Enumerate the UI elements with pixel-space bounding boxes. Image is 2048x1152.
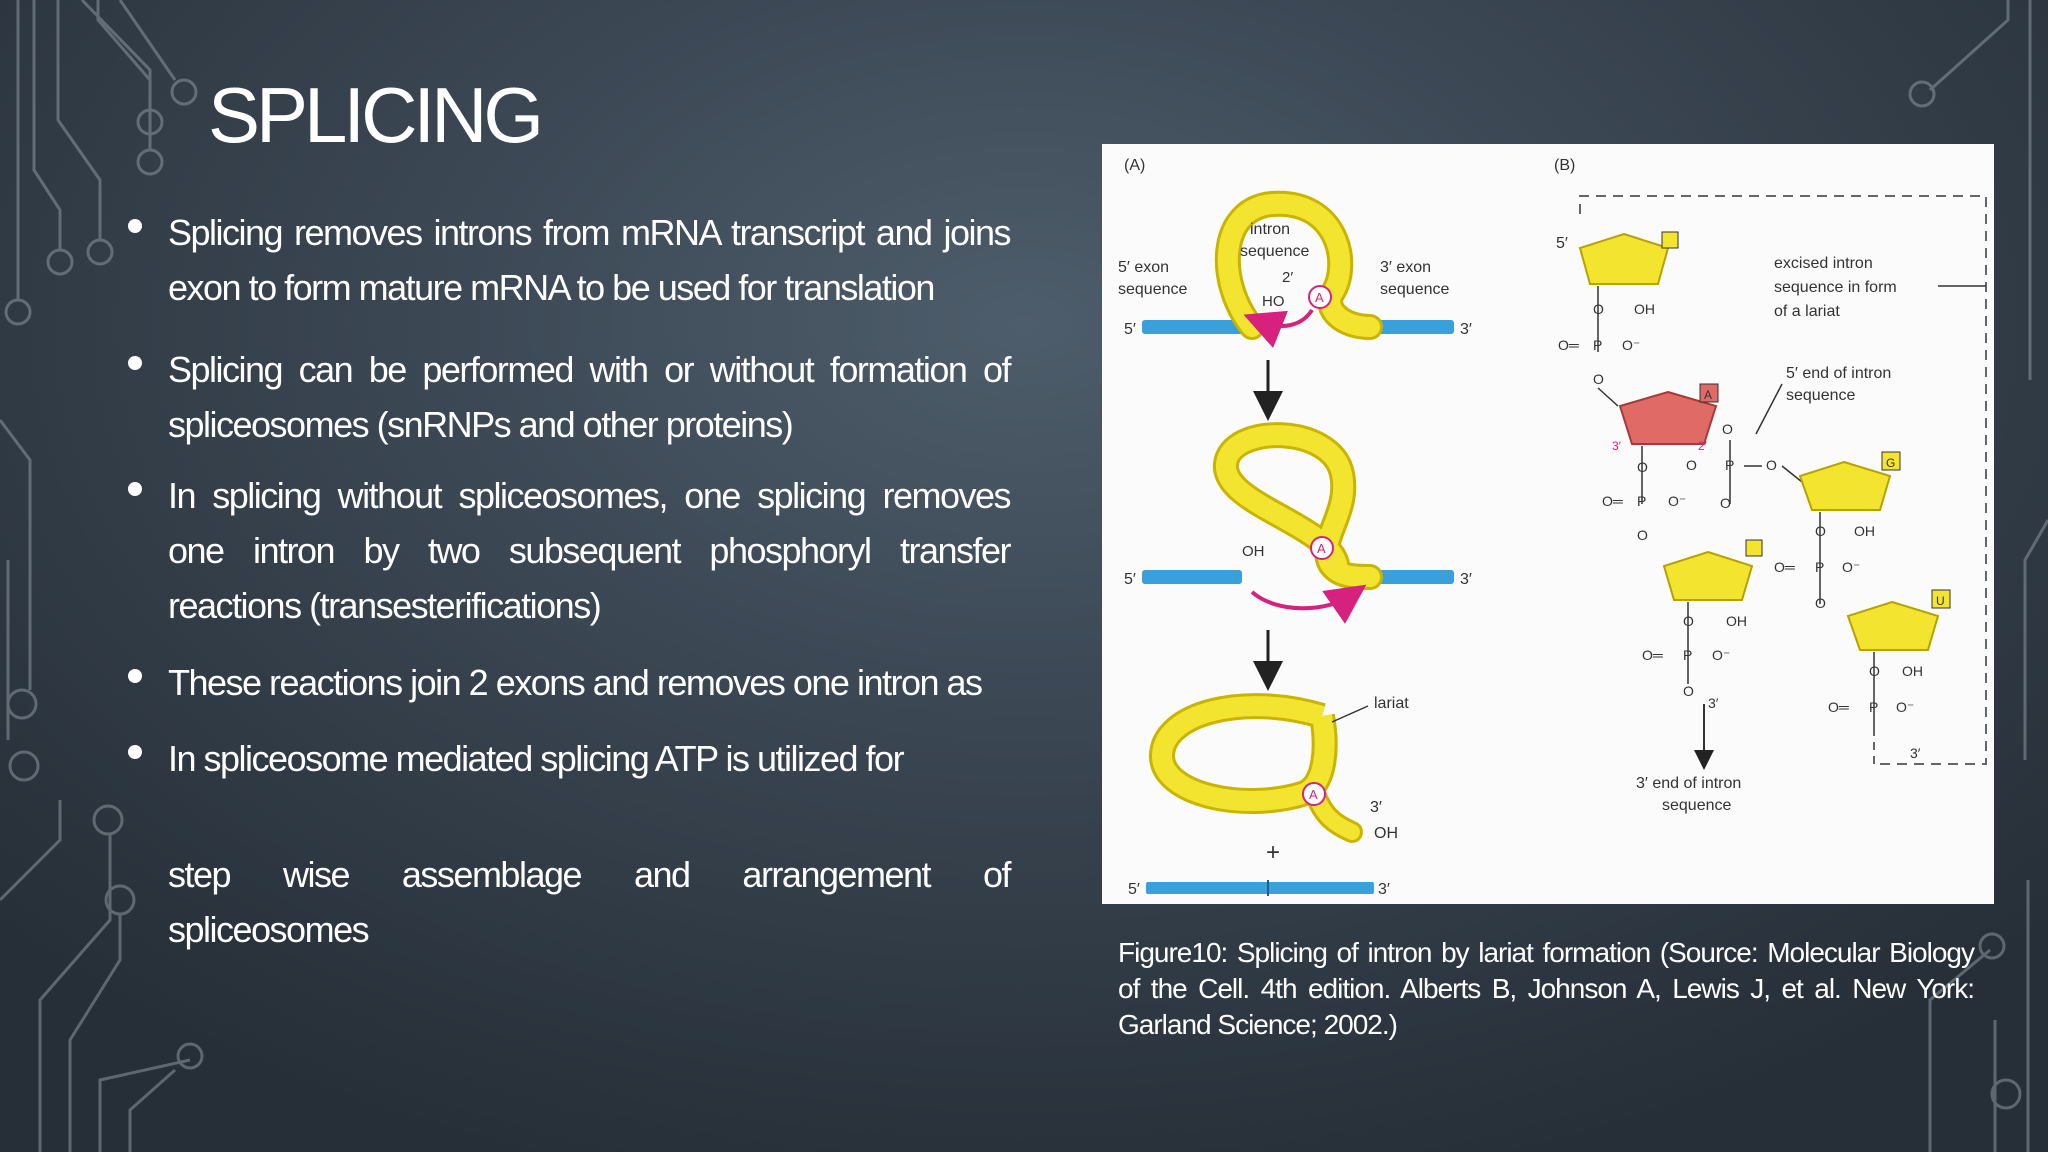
- intron-label-2: sequence: [1240, 243, 1310, 260]
- adenosine-label: A: [1315, 290, 1324, 305]
- phosphate-o: O: [1637, 459, 1648, 475]
- phosphate-o: O: [1722, 421, 1733, 437]
- oh-label: OH: [1374, 825, 1398, 842]
- oh-label: OH: [1726, 613, 1747, 629]
- three-end-label-2: sequence: [1662, 797, 1732, 814]
- phosphate-o: O: [1637, 527, 1648, 543]
- phosphate-o: O: [1720, 495, 1731, 511]
- phosphate-double: O═: [1558, 337, 1579, 353]
- ribose-ring: [1800, 462, 1890, 510]
- phosphate-minus: O⁻: [1668, 493, 1687, 509]
- continuation-text: [168, 847, 1010, 957]
- excised-label-2: sequence in form: [1774, 279, 1897, 296]
- bullet-dot: [128, 669, 142, 683]
- exon3-label-2: sequence: [1380, 281, 1450, 298]
- ribose-ring: [1664, 552, 1752, 600]
- five-prime-label: 5′: [1128, 881, 1140, 898]
- bullet-text: Splicing can be performed with or without formation of spliceosomes (snRNPs and other proteins): [168, 349, 1010, 445]
- phosphate-p: P: [1683, 647, 1693, 663]
- phosphate-p: P: [1725, 457, 1735, 473]
- lariat-pointer: [1332, 706, 1368, 722]
- base-a-label: A: [1704, 388, 1713, 402]
- phosphate-o: O: [1593, 301, 1604, 317]
- two-prime-label: 2′: [1698, 439, 1707, 453]
- phosphate-minus: O⁻: [1622, 337, 1641, 353]
- bullet-dot: [128, 219, 142, 233]
- phosphate-o: O: [1815, 595, 1826, 611]
- exon3-label-1: 3′ exon: [1380, 259, 1432, 276]
- bullet-dot: [128, 356, 142, 370]
- intron-label-1: intron: [1250, 221, 1291, 238]
- base-u-label: U: [1936, 594, 1945, 608]
- three-prime-label: 3′: [1910, 745, 1921, 761]
- bullet-text: In spliceosome mediated splicing ATP is utilized for: [168, 738, 904, 779]
- five-prime-label: 5′: [1124, 571, 1136, 588]
- phosphate-double: O═: [1828, 699, 1849, 715]
- bullet-dot: [128, 482, 142, 496]
- base-square: [1662, 232, 1678, 248]
- base-square: [1746, 540, 1762, 556]
- phosphate-minus: O⁻: [1896, 699, 1915, 715]
- adenosine-label: A: [1309, 787, 1318, 802]
- exon-5-bar: [1142, 570, 1242, 584]
- oh-label: OH: [1242, 543, 1265, 560]
- phosphate-minus: O⁻: [1712, 647, 1731, 663]
- backbone-bond: [1598, 388, 1618, 406]
- ribose-ring: [1848, 602, 1938, 650]
- bullet-item: [128, 205, 1010, 315]
- bullet-item: [128, 655, 1010, 710]
- phosphate-p: P: [1637, 493, 1647, 509]
- phosphate-p: P: [1593, 337, 1603, 353]
- phosphate-p: P: [1869, 699, 1879, 715]
- ligated-exons-bar: [1146, 882, 1374, 894]
- figure-caption: Figure10: Splicing of intron by lariat formation (Source: Molecular Biology of the Cell. 4th edition. Alberts B, Johnson A, Lewis J, et al. New York: Garland Science; 2002.): [1118, 937, 1974, 1040]
- oh-label: OH: [1902, 663, 1923, 679]
- phosphate-o: O: [1815, 523, 1826, 539]
- ribose-ring: [1580, 234, 1668, 284]
- bullet-item: [128, 731, 1010, 786]
- splicing-diagram: [1102, 144, 1994, 904]
- two-prime-label: 2′: [1282, 269, 1294, 286]
- excised-label-3: of a lariat: [1774, 303, 1840, 320]
- excised-label-1: excised intron: [1774, 255, 1873, 272]
- phosphate-o: O: [1683, 683, 1694, 699]
- three-prime-label: 3′: [1370, 799, 1382, 816]
- five-prime-label: 5′: [1556, 235, 1568, 252]
- three-end-label-1: 3′ end of intron: [1636, 775, 1742, 792]
- slide-title: SPLICING: [208, 71, 541, 159]
- ho-label: HO: [1262, 293, 1285, 310]
- bullet-text: In splicing without spliceosomes, one splicing removes one intron by two subsequent phosphoryl transfer reactions (transesterifications): [168, 475, 1010, 626]
- phosphate-double: O═: [1774, 559, 1795, 575]
- phosphate-o: O: [1869, 663, 1880, 679]
- oh-label: OH: [1634, 301, 1655, 317]
- bullet-text: These reactions join 2 exons and removes one intron as: [168, 662, 982, 703]
- base-g-label: G: [1886, 456, 1896, 470]
- oh-label: OH: [1854, 523, 1875, 539]
- three-prime-label: 3′: [1460, 571, 1472, 588]
- panel-a-label: (A): [1124, 157, 1146, 174]
- bullet-text: Splicing removes introns from mRNA transcript and joins exon to form mature mRNA to be used for translation: [168, 212, 1010, 308]
- bullet-item: [128, 468, 1010, 633]
- exon5-label-1: 5′ exon: [1118, 259, 1170, 276]
- bullet-dot: [128, 745, 142, 759]
- phosphate-minus: O⁻: [1842, 559, 1861, 575]
- adenosine-label: A: [1317, 541, 1326, 556]
- plus-sign: +: [1266, 839, 1281, 866]
- attack-arrow-2: [1252, 592, 1350, 608]
- attack-arrow-1: [1262, 310, 1312, 326]
- phosphate-o: O: [1593, 371, 1604, 387]
- phosphate-o: O: [1686, 457, 1697, 473]
- phosphate-o: O: [1766, 457, 1777, 473]
- exon5-label-2: sequence: [1118, 281, 1188, 298]
- phosphate-double: O═: [1602, 493, 1623, 509]
- three-prime-label: 3′: [1708, 695, 1719, 711]
- phosphate-o: O: [1683, 613, 1694, 629]
- lariat-label: lariat: [1374, 695, 1409, 712]
- phosphate-double: O═: [1642, 647, 1663, 663]
- continuation-line: spliceosomes: [168, 909, 369, 950]
- lariat-loop: [1162, 706, 1325, 801]
- panel-b-label: (B): [1554, 157, 1576, 174]
- five-end-pointer: [1756, 384, 1782, 434]
- splicing-figure: [1102, 144, 1994, 904]
- three-prime-label: 3′: [1378, 881, 1390, 898]
- five-end-label-1: 5′ end of intron: [1786, 365, 1892, 382]
- bullet-item: [128, 342, 1010, 452]
- five-end-label-2: sequence: [1786, 387, 1856, 404]
- phosphate-p: P: [1815, 559, 1825, 575]
- three-prime-label: 3′: [1460, 321, 1472, 338]
- five-prime-label: 5′: [1124, 321, 1136, 338]
- three-prime-label: 3′: [1612, 439, 1621, 453]
- continuation-line: step wise assemblage and arrangement of: [168, 854, 1010, 895]
- backbone-bond: [1782, 466, 1802, 482]
